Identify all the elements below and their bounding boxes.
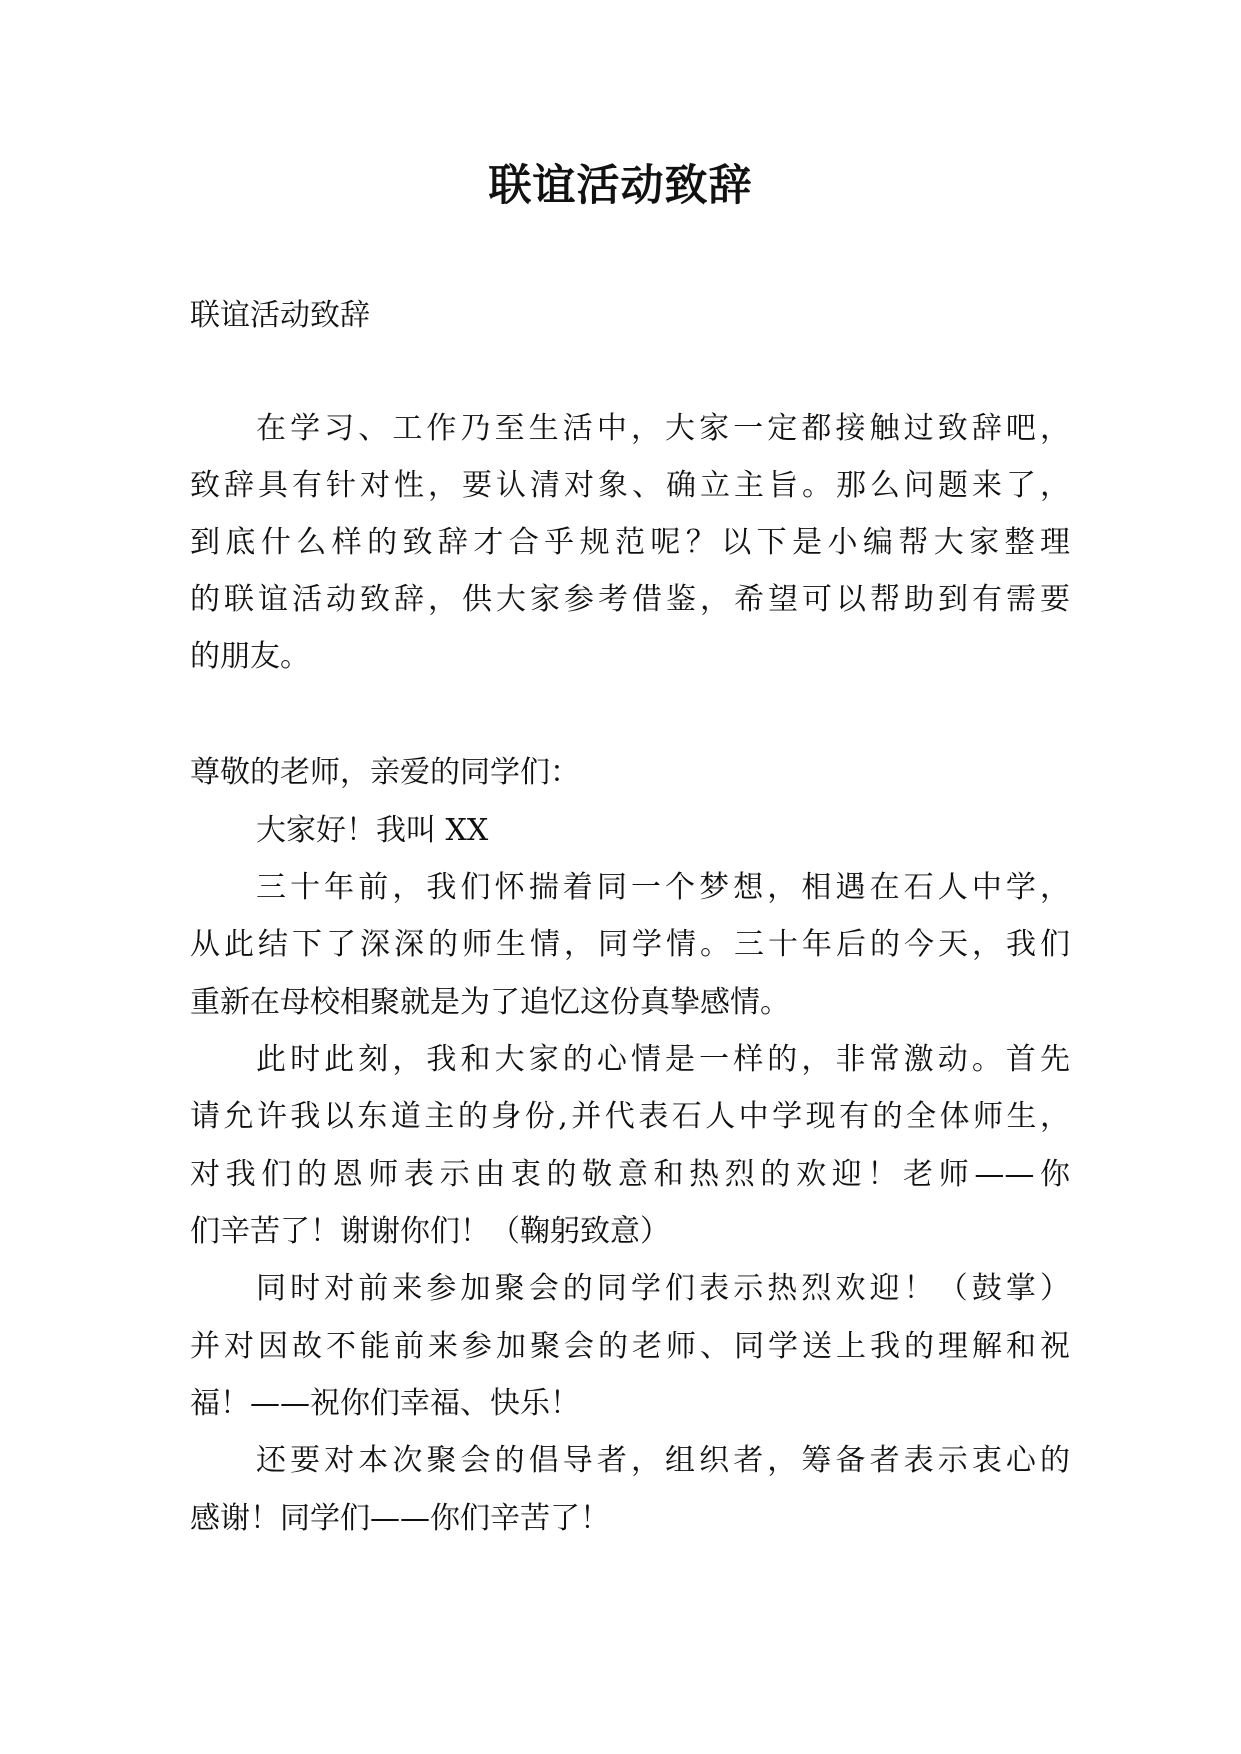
para3-line-2: 并对因故不能前来参加聚会的老师、同学送上我的理解和祝	[190, 1329, 1070, 1364]
para1-line-2: 从此结下了深深的师生情，同学情。三十年后的今天，我们	[190, 927, 1070, 962]
para4-line-1: 还要对本次聚会的倡导者，组织者，筹备者表示衷心的	[256, 1443, 1070, 1478]
intro-line-1: 在学习、工作乃至生活中，大家一定都接触过致辞吧，	[256, 411, 1070, 446]
para3-line-3: 福！——祝你们幸福、快乐！	[190, 1386, 580, 1421]
greeting: 大家好！我叫 XX	[256, 813, 489, 848]
document-title: 联谊活动致辞	[488, 161, 753, 211]
intro-line-5: 的朋友。	[190, 639, 310, 674]
intro-line-3: 到底什么样的致辞才合乎规范呢？以下是小编帮大家整理	[190, 525, 1070, 560]
para1-line-3: 重新在母校相聚就是为了追忆这份真挚感情。	[190, 985, 790, 1020]
salutation: 尊敬的老师，亲爱的同学们：	[190, 755, 580, 790]
para2-line-4: 们辛苦了！谢谢你们！（鞠躬致意）	[190, 1214, 670, 1249]
para4-line-2: 感谢！同学们——你们辛苦了！	[190, 1501, 610, 1536]
para3-line-1: 同时对前来参加聚会的同学们表示热烈欢迎！（鼓掌）	[256, 1271, 1070, 1306]
intro-line-2: 致辞具有针对性，要认清对象、确立主旨。那么问题来了，	[190, 468, 1070, 503]
intro-line-4: 的联谊活动致辞，供大家参考借鉴，希望可以帮助到有需要	[190, 582, 1070, 617]
para2-line-2: 请允许我以东道主的身份,并代表石人中学现有的全体师生，	[190, 1099, 1070, 1134]
document-subtitle: 联谊活动致辞	[190, 298, 370, 333]
para1-line-1: 三十年前，我们怀揣着同一个梦想，相遇在石人中学，	[256, 870, 1070, 905]
para2-line-1: 此时此刻，我和大家的心情是一样的，非常激动。首先	[256, 1042, 1070, 1077]
para2-line-3: 对我们的恩师表示由衷的敬意和热烈的欢迎！老师——你	[190, 1157, 1070, 1192]
